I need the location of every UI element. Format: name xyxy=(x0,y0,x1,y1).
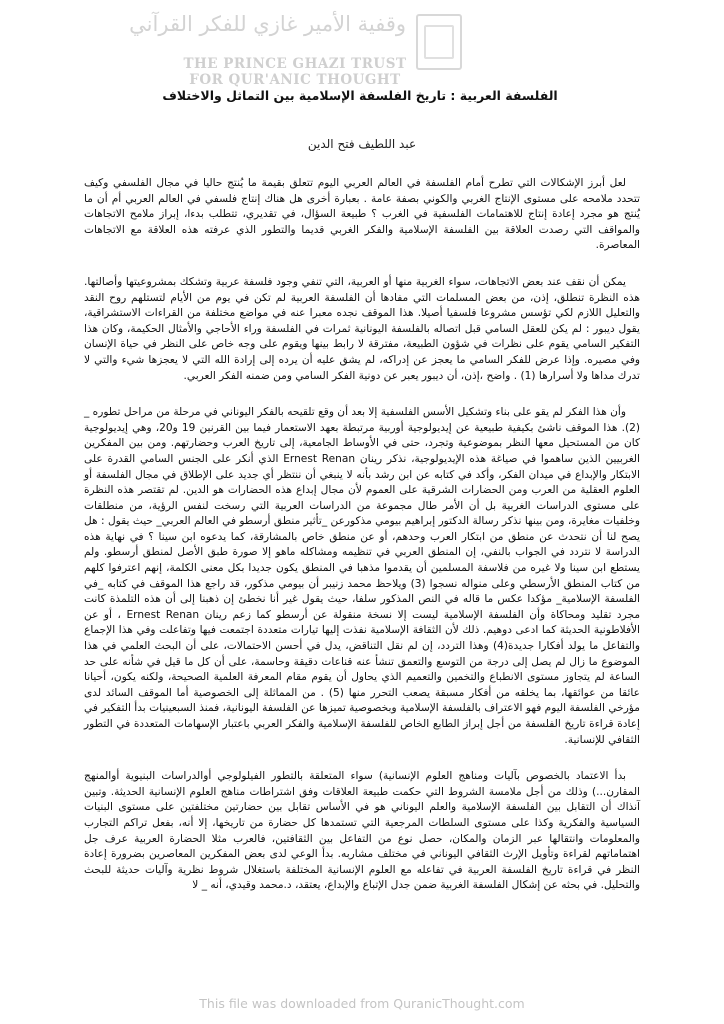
article-body xyxy=(84,176,640,915)
logo-emblem-icon xyxy=(416,14,462,70)
article-title: الفلسفة العربية : تاريخ الفلسفة الإسلامية بين التماثل والاختلاف xyxy=(162,88,558,103)
paragraph: لعل أبرز الإشكالات التي تطرح أمام الفلسفة في العالم العربي اليوم تتعلق بقيمة ما يُنتج حاليا في مجال الفلسفي وكيف تتحدد ملامحه على مستوى الإنتاج الغربي والكوني بصفة عامة . بعبارة أخرى هل هناك إنتاج فلسفي في العالم العربي أم أن ما يُنتج هو مجرد إعادة إنتاج للاهتمامات الفلسفية في الغرب ؟ طبيعة السؤال، في تقديري، تتطلب بدءا، إبراز ملامح الاتجاهات والمواقف التي رصدت العلاقة بين الفلسفة الإسلامية والفكر الغربي قديما والتطور الذي عرفته هذه العلاقة مع الاتجاهات المعاصرة. xyxy=(84,177,640,252)
publisher-logo xyxy=(129,6,540,92)
paragraph: وأن هذا الفكر لم يقو على بناء وتشكيل الأسس الفلسفية إلا بعد أن وقع تلقيحه بالفكر اليوناني في مرحلة من مراحل تطوره _ (2). هذا الموقف ناشئ بكيفية طبيعية عن إيديولوجية أوربية مرتبطة بعهد الاستعمار فيما بين القرنين 19 و20، وهي إيديولوجية كان من المستحيل معها النظر بموضوعية وتجرد، حتى في الأوساط الجامعية، إلى تاريخ العرب وحضارتهم. ومن بين المفكرين الغربيين الذين ساهموا في صياغة هذه الإيديولوجية، نذكر رينان Ernest Renan الذي أنكر على الجنس السامي القدرة على الابتكار والإبداع في ميدان الفكر، وأكد في كتابه عن ابن رشد بأنه لا ينبغي أن ننتظر أي جديد على الإطلاق في مجال الفلسفة أو العلوم العقلية من العرب ومن الحضارات الشرقية على العموم لأن مجال إبداع هذه الحضارات هو الدين. لم تقتصر هذه النظرة على مستوى الدراسات الغربية بل أن الأمر طال مجموعة من الدراسات العربية التي رسخت لنفس الرؤية، من منطلقات وخلفيات مغايرة، ومن بينها نذكر رسالة الدكتور إبراهيم بيومي مذكورعن _تأثير منطق أرسطو في العالم العربي_ حيث يقول : هل يصح لنا أن نتحدث عن منطق من ابتكار العرب وحدهم، أو عن منطق خاص بالمشارقة، كما يدعوه ابن سينا ؟ في نهاية هذه الدراسة لا نتردد في الجواب بالنفي، إن المنطق العربي في تنظيمه ومشاكله ماهو إلا صورة طبق الأصل لمنطق أرسطو. ولم يستطع ابن سينا ولا غيره من فلاسفة المسلمين أن يقدموا مذهبا في المنطق يكون جديدا بكل معنى الكلمة، إنهم اعترفوا كلهم من كتاب المنطق الأرسطي وعلى منواله نسجوا (3) ويلاحظ محمد زنيبر أن بيومي مذكور، قد راجع هذا الموقف في كتابه _في الفلسفة الإسلامية_ مؤكدا عكس ما قاله في النص المذكور سلفا، حيث يقول غير أنا نخطئ إن ذهبنا إلى أن هذه التلمذة كانت مجرد تقليد ومحاكاة وأن الفلسفة الإسلامية ليست إلا نسخة منقولة عن أرسطو كما زعم رينان Ernest Renan ، أو عن الأفلاطونية الحديثة كما ادعى دوهيم. ذلك لأن الثقافة الإسلامية نفذت إليها تيارات متعددة اجتمعت فيها وتفاعلت وفي هذا الإجماع والتفاعل ما يولد أفكارا جديدة(4) وهذا التردد، إن لم نقل التناقض، يدل في أحسن الاحتمالات، على أن البحث العلمي في هذا الموضوع ما زال لم يصل إلى درجة من التوسع والتعمق تنشأ عنه قناعات دقيقة وحاسمة، على أن كل ما قيل في شأنه على حد الساعة لم يتجاوز مستوى الانطباع والتخمين والتعميم الذي يحاول أن يقوم مقام المعرفة العلمية الصحيحة، ولكنه يكون، أحيانا عائقا من عوائقها، بما يخلقه من أفكار مسبقة يصعب التحرر منها (5) . من المماثلة إلى الخصوصية أما الموقف السائد لدى مؤرخي الفلسفة اليوم فهو الاعتراف بالفلسفة الإسلامية وبخصوصية تميزها عن الفلسفة اليونانية، فمنذ السبعينيات بدأ التفكير في إعادة قراءة تاريخ الفلسفة من أجل إبراز الطابع الخاص للفلسفة الإسلامية والفكر العربي باعتبار الإسهامات المتعددة في التطور الثقافي للإنسانية. xyxy=(84,406,641,746)
logo-english-line1: THE PRINCE GHAZI TRUST xyxy=(183,56,407,72)
article-author: عبد اللطيف فتح الدين xyxy=(307,137,417,151)
download-footer: This file was downloaded from QuranicThought.com xyxy=(199,996,525,1011)
paragraph: بدأ الاعتماد بالخصوص بآليات ومناهج العلوم الإنسانية) سواء المتعلقة بالتطور الفيلولوجي أوالدراسات البنيوية أوالمنهج المقارن...) وذلك من أجل ملامسة الشروط التي حكمت طبيعة العلاقات وفق اشتراطات مناهج العلوم الإنسانية الحديثة. وتبين آنذاك أن التقابل بين الفلسفة الإسلامية والعلم اليوناني هو في الأساس تقابل بين حضارتين مختلفتين على مستوى البنيات السياسية والفكرية وكذا على مستوى السلطات المرجعية التي تستمدها كل حضارة من تاريخها، إلا أنه، بفعل تراكم التجارب والمعلومات وانتقالها عبر الزمان والمكان، حصل نوع من التفاعل بين الثقافتين، فالعرب مثلا الحضارة العربية عرف جل اهتماماتهم لقراءة وتأويل الإرث الثقافي اليوناني في مختلف مشاربه. بدأ الوعي لدى بعض المفكرين المعاصرين بضرورة إعادة النظر في قراءة تاريخ الفلسفة العربية في تفاعله مع العلوم الإنسانية المختلفة باستغلال شروط نظرية وآليات حديثة للبحث والتحليل. في بحثه عن إشكال الفلسفة الغربية ضمن جدل الإتباع والإبداع، يعتقد، د.محمد وقيدي، أنه _ لا xyxy=(84,770,640,892)
logo-arabic-text: وقفية الأمير غازي للفكر القرآني xyxy=(129,12,406,36)
logo-english-line2: FOR QUR'ANIC THOUGHT xyxy=(189,72,401,88)
paragraph: يمكن أن نقف عند بعض الاتجاهات، سواء الغربية منها أو العربية، التي تنفي وجود فلسفة عربية وتشكك بمشروعيتها وأصالتها. هذه النظرة تنطلق، إذن، من بعض المسلمات التي مفادها أن الفلسفة العربية لم تكن في يوم من الأيام لتستلهم روح النقد والتعليل اللازم لكي تؤسس مشروعا فلسفيا أصيلا. هذا الموقف نجده معبرا عنه في مواضع مختلفة من القراءات الاستشراقية، يقول ديبور : لم يكن للعقل السامي قبل اتصاله بالفلسفة اليونانية ثمرات في الفلسفة وراء الأحاجي والأمثال الحكيمة، وكان هذا التفكير السامي يقوم على نظرات في شؤون الطبيعة، مفترقة لا رابط بينها ويقوم على وجه خاص على النظر في حياة الإنسان وفي مصيره. وإذا عرض للفكر السامي ما يعجز عن إدراكه، لم يشق عليه أن يرده إلى إرادة الله التي لا يعجزها شيء والتي لا تدرك مداها ولا أسرارها (1) . واضح ،إذن، أن ديبور يعبر عن دونية الفكر السامي ومن ضمنه الفكر العربي. xyxy=(84,275,640,382)
